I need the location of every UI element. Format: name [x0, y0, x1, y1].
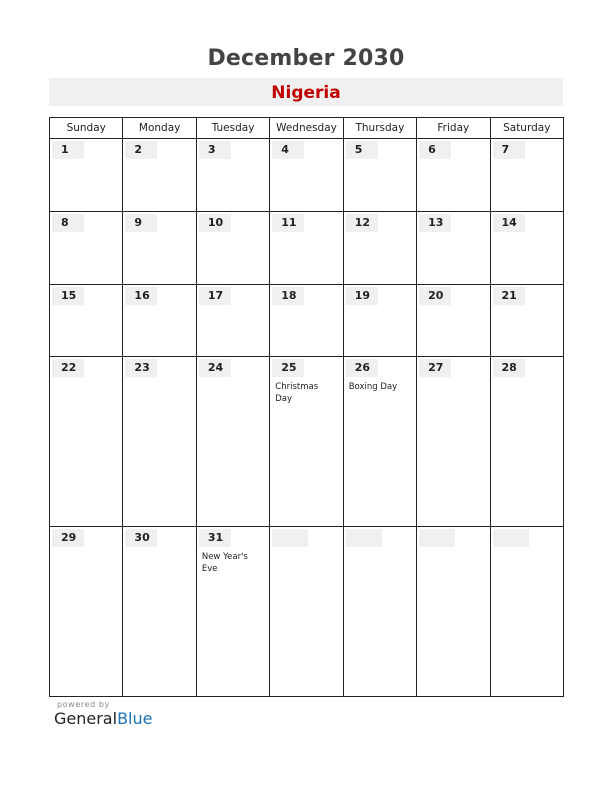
weekday-thursday: Thursday [343, 118, 416, 139]
day-cell[interactable] [50, 357, 123, 527]
day-cell[interactable] [417, 357, 490, 527]
weekday-tuesday: Tuesday [196, 118, 269, 139]
weekday-monday: Monday [123, 118, 196, 139]
week-row [50, 527, 564, 697]
day-cell[interactable] [490, 139, 563, 212]
calendar-grid [49, 117, 564, 697]
day-cell[interactable] [490, 284, 563, 357]
calendar-title: December 2030 [207, 46, 405, 71]
weekday-header-row [50, 118, 564, 139]
day-number: 21 [493, 287, 525, 305]
holiday-label: Boxing Day [348, 382, 398, 393]
day-number: 15 [52, 287, 84, 305]
day-number: 25 [272, 359, 304, 377]
week-row [50, 211, 564, 284]
day-cell[interactable] [50, 211, 123, 284]
day-cell[interactable] [196, 211, 269, 284]
day-number: 1 [52, 141, 84, 159]
day-cell[interactable] [343, 284, 416, 357]
day-cell[interactable] [50, 139, 123, 212]
day-number [272, 529, 308, 547]
footer-branding [54, 700, 152, 728]
day-cell[interactable] [343, 139, 416, 212]
day-cell[interactable] [490, 527, 563, 697]
day-number: 30 [125, 529, 157, 547]
day-number: 17 [199, 287, 231, 305]
country-banner [49, 78, 563, 106]
day-number: 20 [419, 287, 451, 305]
day-number: 4 [272, 141, 304, 159]
day-number: 24 [199, 359, 231, 377]
day-number: 26 [346, 359, 378, 377]
day-number: 14 [493, 214, 525, 232]
day-cell[interactable] [417, 211, 490, 284]
holiday-label: New Year's Eve [201, 552, 248, 575]
day-cell[interactable] [490, 357, 563, 527]
day-cell[interactable] [270, 284, 343, 357]
day-number: 27 [419, 359, 451, 377]
day-number: 18 [272, 287, 304, 305]
day-number: 23 [125, 359, 157, 377]
weekday-sunday: Sunday [50, 118, 123, 139]
day-cell[interactable] [123, 527, 196, 697]
day-number: 19 [346, 287, 378, 305]
day-cell[interactable] [50, 284, 123, 357]
day-cell[interactable] [123, 357, 196, 527]
day-number: 5 [346, 141, 378, 159]
country-name: Nigeria [271, 83, 341, 103]
day-cell[interactable] [50, 527, 123, 697]
generalblue-logo[interactable] [54, 709, 152, 728]
day-cell[interactable] [417, 284, 490, 357]
day-number: 16 [125, 287, 157, 305]
day-number: 31 [199, 529, 231, 547]
day-number: 6 [419, 141, 451, 159]
day-cell[interactable] [270, 211, 343, 284]
brand-blue: Blue [117, 709, 153, 728]
day-number: 3 [199, 141, 231, 159]
day-number [346, 529, 382, 547]
day-cell[interactable] [343, 527, 416, 697]
day-number: 2 [125, 141, 157, 159]
day-cell[interactable] [270, 357, 343, 527]
day-number: 8 [52, 214, 84, 232]
day-cell[interactable] [196, 357, 269, 527]
day-cell[interactable] [123, 139, 196, 212]
day-number: 11 [272, 214, 304, 232]
day-number [493, 529, 529, 547]
day-number: 22 [52, 359, 84, 377]
week-row [50, 357, 564, 527]
day-number: 12 [346, 214, 378, 232]
day-cell[interactable] [123, 211, 196, 284]
weekday-friday: Friday [417, 118, 490, 139]
day-number: 10 [199, 214, 231, 232]
day-cell[interactable] [417, 139, 490, 212]
day-number: 28 [493, 359, 525, 377]
day-cell[interactable] [270, 139, 343, 212]
day-number [419, 529, 455, 547]
powered-by-text: powered by [57, 700, 110, 709]
holiday-label: Christmas Day [275, 382, 319, 405]
week-row [50, 284, 564, 357]
day-cell[interactable] [343, 211, 416, 284]
day-cell[interactable] [270, 527, 343, 697]
day-number: 9 [125, 214, 157, 232]
day-cell[interactable] [490, 211, 563, 284]
weekday-wednesday: Wednesday [270, 118, 343, 139]
brand-general: General [54, 709, 118, 728]
day-cell[interactable] [343, 357, 416, 527]
week-row [50, 139, 564, 212]
day-cell[interactable] [417, 527, 490, 697]
day-cell[interactable] [196, 284, 269, 357]
day-number: 29 [52, 529, 84, 547]
weekday-saturday: Saturday [490, 118, 563, 139]
day-cell[interactable] [196, 527, 269, 697]
day-number: 13 [419, 214, 451, 232]
day-cell[interactable] [196, 139, 269, 212]
day-number: 7 [493, 141, 525, 159]
day-cell[interactable] [123, 284, 196, 357]
